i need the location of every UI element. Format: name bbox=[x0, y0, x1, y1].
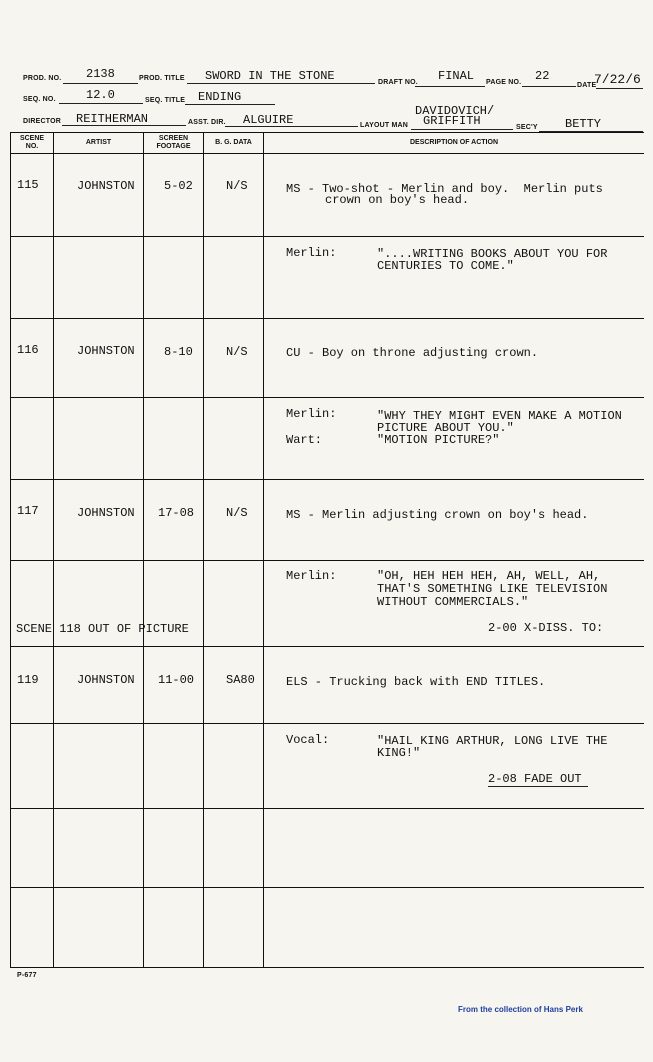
row-rule bbox=[10, 397, 644, 398]
dialogue-speaker: Vocal: bbox=[286, 733, 330, 747]
page-no-underline bbox=[522, 86, 576, 87]
seq-no-label: SEQ. NO. bbox=[23, 96, 56, 103]
dialogue-line: KING!" bbox=[377, 746, 421, 760]
draft-no-value: FINAL bbox=[438, 69, 475, 83]
row-rule bbox=[10, 560, 644, 561]
left-border bbox=[10, 132, 11, 968]
dialogue-speaker: Merlin: bbox=[286, 569, 337, 583]
form-number: P-677 bbox=[17, 972, 37, 979]
prod-title-underline bbox=[187, 83, 375, 84]
transition-underline bbox=[488, 786, 588, 787]
scene-number: 117 bbox=[17, 504, 39, 518]
row-rule bbox=[10, 318, 644, 319]
dialogue-speaker: Merlin: bbox=[286, 407, 337, 421]
director-value: REITHERMAN bbox=[76, 112, 149, 126]
col-header-artist: ARTIST bbox=[85, 139, 112, 146]
row-rule bbox=[10, 479, 644, 480]
prod-title-label: PROD. TITLE bbox=[139, 75, 185, 82]
seq-no-underline bbox=[59, 103, 143, 104]
row-rule bbox=[10, 646, 644, 647]
dialogue-line: "MOTION PICTURE?" bbox=[377, 433, 500, 447]
dialogue-line: THAT'S SOMETHING LIKE TELEVISION bbox=[377, 582, 608, 596]
screen-footage: 8-10 bbox=[164, 345, 193, 359]
date-underline bbox=[596, 88, 643, 89]
artist-name: JOHNSTON bbox=[77, 673, 135, 687]
bg-data: N/S bbox=[226, 179, 248, 193]
date-label: DATE bbox=[577, 82, 597, 89]
seq-title-underline bbox=[185, 104, 275, 105]
col-header-bg-data: B. G. DATA bbox=[215, 139, 252, 146]
dialogue-line: "....WRITING BOOKS ABOUT YOU FOR bbox=[377, 247, 608, 261]
screen-footage: 11-00 bbox=[158, 673, 195, 687]
dialogue-line: "HAIL KING ARTHUR, LONG LIVE THE bbox=[377, 734, 608, 748]
draft-no-label: DRAFT NO. bbox=[378, 79, 418, 86]
dialogue-speaker: Merlin: bbox=[286, 246, 337, 260]
secy-label: SEC'Y bbox=[516, 124, 538, 131]
col-divider-2 bbox=[143, 132, 144, 968]
artist-name: JOHNSTON bbox=[77, 179, 135, 193]
director-label: DIRECTOR bbox=[23, 118, 62, 125]
prod-title-value: SWORD IN THE STONE bbox=[205, 69, 335, 83]
page-no-label: PAGE NO. bbox=[486, 79, 522, 86]
page-no-value: 22 bbox=[535, 69, 550, 83]
prod-no-label: PROD. NO. bbox=[23, 75, 62, 82]
bg-data: N/S bbox=[226, 506, 248, 520]
col-header-footage: SCREEN FOOTAGE bbox=[156, 135, 191, 150]
table-bottom-rule bbox=[10, 967, 644, 968]
asst-dir-value: ALGUIRE bbox=[243, 113, 294, 127]
prod-no-underline bbox=[63, 83, 138, 84]
col-divider-1 bbox=[53, 132, 54, 968]
dialogue-line: "WHY THEY MIGHT EVEN MAKE A MOTION bbox=[377, 409, 622, 423]
prod-no-value: 2138 bbox=[86, 67, 115, 81]
artist-name: JOHNSTON bbox=[77, 506, 135, 520]
row-rule bbox=[10, 808, 644, 809]
scene-number: 115 bbox=[17, 178, 39, 192]
action-description: CU - Boy on throne adjusting crown. bbox=[286, 346, 539, 360]
scene-omitted-note: SCENE 118 OUT OF PICTURE bbox=[16, 622, 189, 636]
action-description: MS - Merlin adjusting crown on boy's head. bbox=[286, 508, 589, 522]
layout-man-value-1: DAVIDOVICH/ bbox=[415, 104, 495, 118]
dialogue-line: WITHOUT COMMERCIALS." bbox=[377, 595, 529, 609]
screen-footage: 17-08 bbox=[158, 506, 195, 520]
dialogue-speaker: Wart: bbox=[286, 433, 323, 447]
dialogue-line: PICTURE ABOUT YOU." bbox=[377, 421, 514, 435]
secy-value: BETTY bbox=[565, 117, 602, 131]
col-header-description: DESCRIPTION OF ACTION bbox=[409, 139, 499, 146]
draft-no-underline bbox=[415, 86, 485, 87]
col-divider-4 bbox=[263, 132, 264, 968]
scene-number: 119 bbox=[17, 673, 39, 687]
layout-man-underline bbox=[411, 129, 513, 130]
seq-no-value: 12.0 bbox=[86, 88, 115, 102]
col-divider-3 bbox=[203, 132, 204, 968]
layout-man-value-2: GRIFFITH bbox=[423, 114, 481, 128]
row-rule bbox=[10, 236, 644, 237]
transition-note: 2-00 X-DISS. TO: bbox=[488, 621, 604, 635]
artist-name: JOHNSTON bbox=[77, 344, 135, 358]
column-header-rule bbox=[10, 153, 644, 154]
row-rule bbox=[10, 723, 644, 724]
date-value: 7/22/6 bbox=[594, 72, 641, 87]
asst-dir-label: ASST. DIR. bbox=[188, 119, 226, 126]
action-description: ELS - Trucking back with END TITLES. bbox=[286, 675, 546, 689]
bg-data: SA80 bbox=[226, 673, 255, 687]
action-description: crown on boy's head. bbox=[325, 193, 470, 207]
layout-man-label: LAYOUT MAN bbox=[360, 122, 409, 129]
collection-credit: From the collection of Hans Perk bbox=[458, 1005, 583, 1014]
seq-title-value: ENDING bbox=[198, 90, 242, 104]
action-description: MS - Two-shot - Merlin and boy. Merlin puts bbox=[286, 182, 603, 196]
seq-title-label: SEQ. TITLE bbox=[145, 97, 186, 104]
col-header-scene: SCENE NO. bbox=[19, 135, 45, 150]
transition-note: 2-08 FADE OUT bbox=[488, 772, 582, 786]
screen-footage: 5-02 bbox=[164, 179, 193, 193]
scene-number: 116 bbox=[17, 343, 39, 357]
dialogue-line: CENTURIES TO COME." bbox=[377, 259, 514, 273]
dialogue-line: "OH, HEH HEH HEH, AH, WELL, AH, bbox=[377, 569, 601, 583]
bg-data: N/S bbox=[226, 345, 248, 359]
row-rule bbox=[10, 887, 644, 888]
